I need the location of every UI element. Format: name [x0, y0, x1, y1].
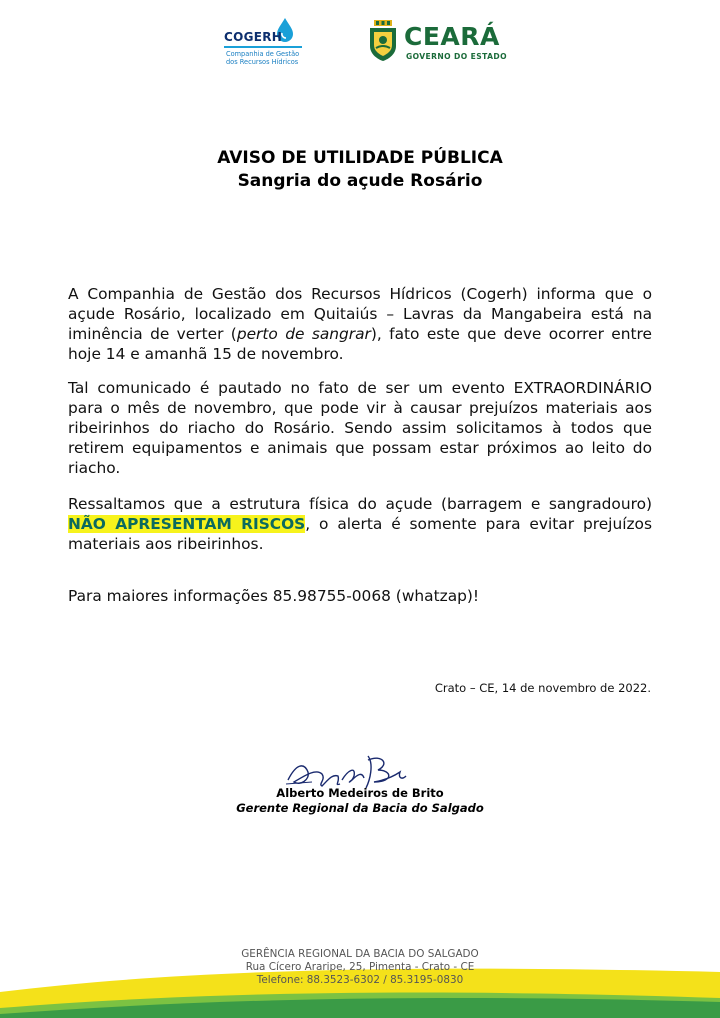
paragraph-3-start: Ressaltamos que a estrutura física do açude (barragem e sangradouro) [68, 495, 652, 513]
cogerh-subtitle-2: dos Recursos Hídricos [226, 58, 299, 66]
no-risk-highlight: NÃO APRESENTAM RISCOS [68, 515, 306, 533]
contact-paragraph: Para maiores informações 85.98755-0068 (whatzap)! [68, 587, 480, 605]
signatory-name: Alberto Medeiros de Brito [276, 786, 444, 800]
cogerh-divider [224, 46, 302, 48]
cogerh-logo [222, 16, 312, 74]
paragraph-1 [68, 284, 652, 364]
ceara-subtitle: GOVERNO DO ESTADO [406, 52, 507, 61]
ceara-shield-icon [368, 20, 398, 62]
header-logos [0, 14, 720, 74]
notice-subtitle: Sangria do açude Rosário [237, 171, 483, 191]
cogerh-subtitle-1: Companhia de Gestão [226, 50, 300, 58]
date-line: Crato – CE, 14 de novembro de 2022. [434, 681, 651, 695]
notice-title: AVISO DE UTILIDADE PÚBLICA [217, 148, 503, 168]
paragraph-2: Tal comunicado é pautado no fato de ser um evento EXTRAORDINÁRIO para o mês de novembro, que pode vir à causar prejuízos materiais aos ribeirinhos do riacho do Rosário. Sendo assim solicitamos à todos que retirem equipamentos e animais que possam estar próximos ao leito do riacho. [68, 379, 652, 477]
ceara-logo [368, 20, 508, 70]
paragraph-1-end: ), fato este que deve ocorrer entre hoje 14 e amanhã 15 de novembro. [68, 325, 652, 363]
ceara-name: CEARÁ [404, 22, 500, 51]
footer-org: GERÊNCIA REGIONAL DA BACIA DO SALGADO [241, 948, 479, 960]
paragraph-1-start: A Companhia de Gestão dos Recursos Hídricos (Cogerh) informa que o açude Rosário, localizado em Quitaiús – Lavras da Mangabeira está na iminência de verter ( [68, 285, 652, 343]
cogerh-name: COGERH [224, 30, 283, 44]
signatory-role: Gerente Regional da Bacia do Salgado [236, 801, 484, 815]
footer-address: Rua Cícero Araripe, 25, Pimenta - Crato - CE [245, 961, 475, 973]
paragraph-3 [68, 494, 652, 554]
paragraph-1-italic: perto de sangrar [236, 325, 371, 343]
paragraph-3-end: , o alerta é somente para evitar prejuízos materiais aos ribeirinhos. [68, 515, 652, 553]
footer-phone: Telefone: 88.3523-6302 / 85.3195-0830 [256, 974, 464, 986]
